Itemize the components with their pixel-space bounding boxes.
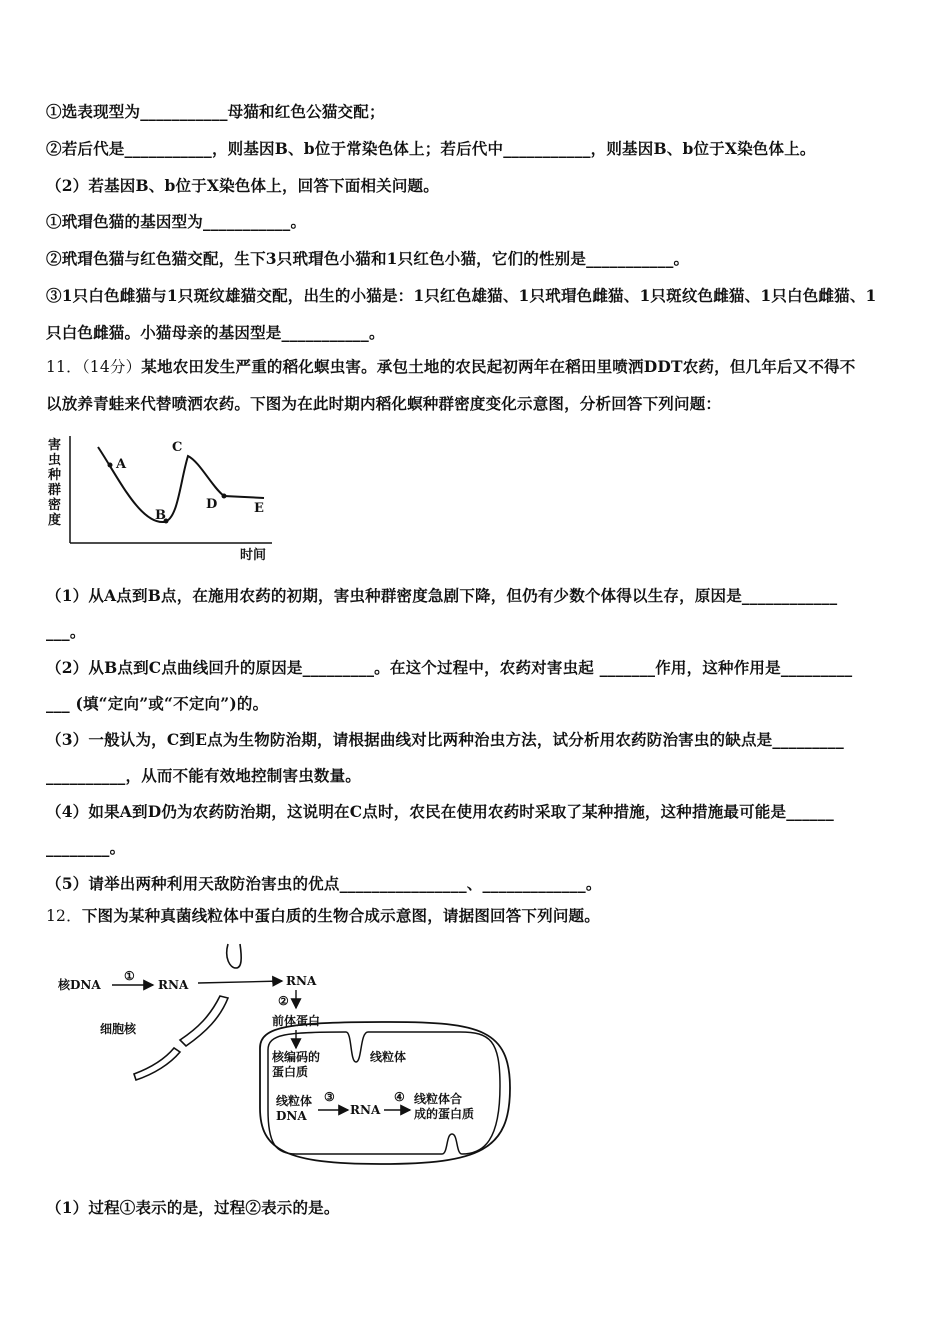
q10-part-2: （2）若基因B、b位于X染色体上，回答下面相关问题。 xyxy=(46,176,439,195)
q10-item-2-2: ②玳瑁色猫与红色猫交配，生下3只玳瑁色小猫和1只红色小猫，它们的性别是___________。 xyxy=(46,249,690,268)
q12-stem-text: 下图为某种真菌线粒体中蛋白质的生物合成示意图，请据图回答下列问题。 xyxy=(81,906,600,925)
x-axis-label: 时间 xyxy=(240,548,267,563)
point-d-marker xyxy=(222,494,227,499)
q11-part-2-cont: ___ (填“定向”或“不定向”)的。 xyxy=(46,694,269,713)
q11-part-4: （4）如果A到D仍为农药防治期，这说明在C点时，农民在使用农药时采取了某种措施，这种措施最可能是______ xyxy=(46,802,834,821)
nuclear-membrane-fragment xyxy=(180,996,228,1046)
point-c-label: C xyxy=(172,440,183,455)
mito-protein-label-1: 线粒体合 xyxy=(414,1092,463,1106)
q10-item-2-3: ③1只白色雌猫与1只斑纹雄猫交配，出生的小猫是：1只红色雄猫、1只玳瑁色雌猫、1只斑纹色雌猫、1只白色雌猫、1 xyxy=(46,286,877,305)
mito-protein-label-2: 成的蛋白质 xyxy=(414,1107,475,1121)
rna-label-3: RNA xyxy=(350,1103,381,1117)
q11-part-1-cont: ___。 xyxy=(46,622,86,641)
q12-stem xyxy=(46,905,908,927)
mito-dna-label-1: 线粒体 xyxy=(276,1094,313,1108)
point-a-marker xyxy=(108,463,113,468)
y-label-char: 种 xyxy=(48,468,62,483)
q11-part-1: （1）从A点到B点，在施用农药的初期，害虫种群密度急剧下降，但仍有少数个体得以生存，原因是____________ xyxy=(46,586,838,605)
population-density-graph xyxy=(40,432,290,564)
q10-item-1-1: ①选表现型为___________母猫和红色公猫交配； xyxy=(46,102,385,121)
q10-item-2-3-cont: 只白色雌猫。小猫母亲的基因型是___________。 xyxy=(46,323,385,342)
step-2-label: ② xyxy=(278,994,289,1008)
nucleus-label: 细胞核 xyxy=(100,1022,137,1036)
point-a-label: A xyxy=(116,457,127,472)
nuclear-protein-label-2: 蛋白质 xyxy=(272,1065,309,1079)
q10-item-1-2: ②若后代是___________，则基因B、b位于常染色体上；若后代中___________，则基因B、b位于X染色体上。 xyxy=(46,139,816,158)
y-label-char: 密 xyxy=(48,498,62,513)
q11-stem-text: 某地农田发生严重的稻化螟虫害。承包土地的农民起初两年在稻田里喷洒DDT农药，但几年后又不得不 xyxy=(141,357,856,376)
y-label-char: 害 xyxy=(48,438,62,453)
q11-part-4-cont: ________。 xyxy=(46,838,126,857)
nuclear-membrane-fragment xyxy=(227,944,241,968)
step-1-label: ① xyxy=(124,969,135,983)
y-axis-label xyxy=(47,437,62,528)
arrow-export xyxy=(198,981,282,983)
protein-synthesis-diagram xyxy=(50,938,520,1173)
y-label-char: 群 xyxy=(48,483,62,498)
q11-number: 11．（14分） xyxy=(46,358,142,376)
q11-part-5: （5）请举出两种利用天敌防治害虫的优点________________、_____________。 xyxy=(46,874,602,893)
point-d-label: D xyxy=(206,497,218,512)
step-4-label: ④ xyxy=(394,1090,405,1104)
mitochondrion-outer-membrane xyxy=(260,1022,510,1164)
q10-item-2-1: ①玳瑁色猫的基因型为___________。 xyxy=(46,212,307,231)
nuclear-membrane-fragment xyxy=(134,1048,180,1080)
mito-dna-label-2: DNA xyxy=(276,1109,307,1123)
precursor-protein-label: 前体蛋白 xyxy=(272,1014,321,1028)
q12-number: 12． xyxy=(46,907,82,925)
step-3-label: ③ xyxy=(324,1090,335,1104)
q12-part-1: （1）过程①表示的是，过程②表示的是。 xyxy=(46,1198,340,1217)
point-e-label: E xyxy=(254,501,264,516)
rna-label-2: RNA xyxy=(286,974,317,988)
q11-stem xyxy=(46,356,908,378)
mitochondrion-label: 线粒体 xyxy=(370,1050,407,1064)
q11-part-2: （2）从B点到C点曲线回升的原因是_________。在这个过程中，农药对害虫起 _______作用，这种作用是_________ xyxy=(46,658,853,677)
rna-label-1: RNA xyxy=(158,978,189,992)
y-label-char: 度 xyxy=(48,513,62,528)
nuclear-protein-label-1: 核编码的 xyxy=(272,1050,321,1064)
q11-stem-cont: 以放养青蛙来代替喷洒农药。下图为在此时期内稻化螟种群密度变化示意图，分析回答下列问题： xyxy=(46,394,722,413)
q11-part-3-cont: __________，从而不能有效地控制害虫数量。 xyxy=(46,766,362,785)
point-b-label: B xyxy=(155,508,166,523)
nuclear-dna-label: 核DNA xyxy=(58,978,101,992)
y-label-char: 虫 xyxy=(48,453,62,468)
q11-part-3: （3）一般认为，C到E点为生物防治期，请根据曲线对比两种治虫方法，试分析用农药防治害虫的缺点是_________ xyxy=(46,730,844,749)
